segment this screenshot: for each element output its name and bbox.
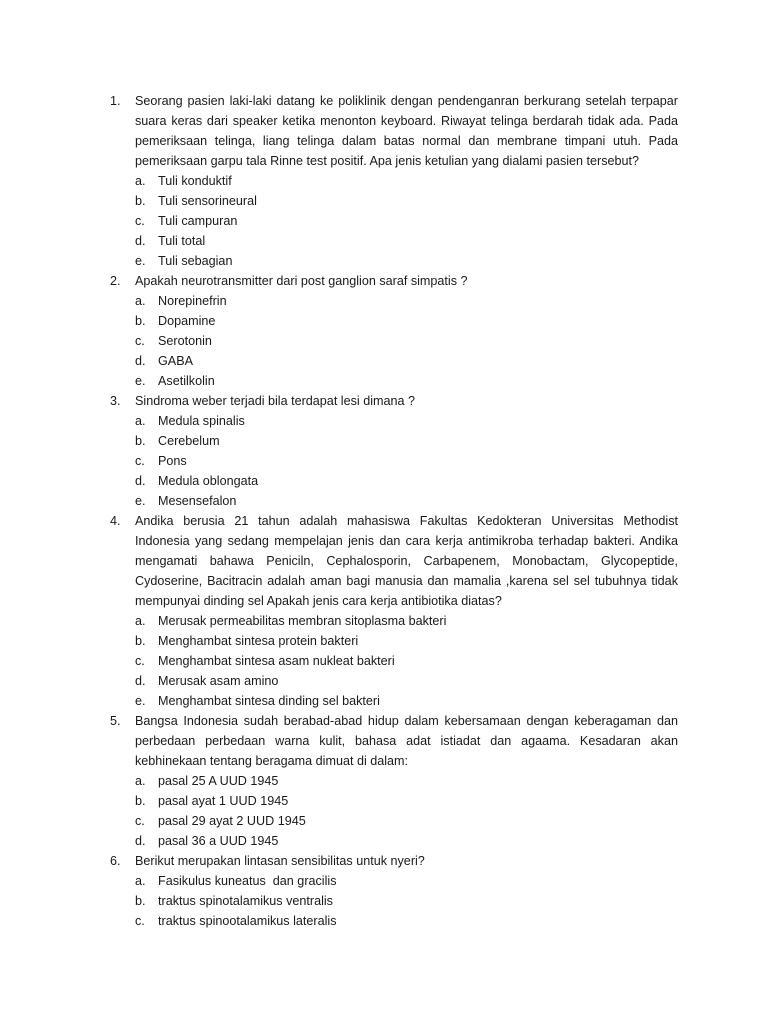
option-text: pasal 36 a UUD 1945 <box>158 834 279 848</box>
option-letter: a. <box>135 774 146 788</box>
question-number: 6. <box>110 854 121 868</box>
answer-option <box>110 811 678 831</box>
option-text: Medula spinalis <box>158 414 245 428</box>
question-number: 2. <box>110 274 121 288</box>
question-text: Andika berusia 21 tahun adalah mahasiswa Fakultas Kedokteran Universitas Methodist Indonesia yang sedang mempelajan jenis dan cara kerja antimikroba terhadap bakteri. Andika mengamati bahawa Peniciln, Cephalosporin, Carbapenem, Monobactam, Glycopeptide, Cydoserine, Bacitracin adalah aman bagi manusia dan mamalia ,karena sel sel tubuhnya tidak mempunyai dinding sel Apakah jenis cara kerja antibiotika diatas? <box>135 514 678 608</box>
option-text: Menghambat sintesa asam nukleat bakteri <box>158 654 395 668</box>
option-letter: e. <box>135 694 146 708</box>
option-text: pasal ayat 1 UUD 1945 <box>158 794 289 808</box>
option-letter: b. <box>135 314 146 328</box>
answer-option <box>110 491 678 511</box>
option-list <box>110 871 678 931</box>
question-list <box>110 91 678 931</box>
option-letter: a. <box>135 294 146 308</box>
answer-option <box>110 451 678 471</box>
question-item <box>110 391 678 511</box>
question-text: Bangsa Indonesia sudah berabad-abad hidup dalam kebersamaan dengan keberagaman dan perbedaan perbedaan warna kulit, bahasa adat istiadat dan agaama. Kesadaran akan kebhinekaan tentang beragama dimuat di dalam: <box>135 714 678 768</box>
option-text: Tuli campuran <box>158 214 238 228</box>
question-row <box>110 391 678 411</box>
answer-option <box>110 871 678 891</box>
option-text: Serotonin <box>158 334 212 348</box>
answer-option <box>110 671 678 691</box>
answer-option <box>110 251 678 271</box>
option-letter: d. <box>135 234 146 248</box>
answer-option <box>110 611 678 631</box>
question-row <box>110 511 678 611</box>
answer-option <box>110 791 678 811</box>
answer-option <box>110 191 678 211</box>
option-letter: a. <box>135 874 146 888</box>
option-letter: b. <box>135 894 146 908</box>
question-item <box>110 711 678 851</box>
question-item <box>110 91 678 271</box>
option-text: Medula oblongata <box>158 474 259 488</box>
answer-option <box>110 431 678 451</box>
option-text: traktus spinootalamikus lateralis <box>158 914 337 928</box>
option-letter: d. <box>135 474 146 488</box>
question-number: 1. <box>110 94 121 108</box>
option-letter: d. <box>135 674 146 688</box>
answer-option <box>110 891 678 911</box>
answer-option <box>110 231 678 251</box>
option-letter: b. <box>135 194 146 208</box>
question-row <box>110 711 678 771</box>
option-text: Tuli total <box>158 234 206 248</box>
option-letter: b. <box>135 794 146 808</box>
answer-option <box>110 371 678 391</box>
answer-option <box>110 291 678 311</box>
question-text: Sindroma weber terjadi bila terdapat lesi dimana ? <box>135 394 416 408</box>
option-text: pasal 29 ayat 2 UUD 1945 <box>158 814 306 828</box>
option-letter: c. <box>135 214 145 228</box>
answer-option <box>110 331 678 351</box>
option-letter: c. <box>135 814 145 828</box>
question-item <box>110 851 678 931</box>
option-letter: e. <box>135 374 146 388</box>
answer-option <box>110 911 678 931</box>
option-list <box>110 611 678 711</box>
option-text: Asetilkolin <box>158 374 215 388</box>
answer-option <box>110 691 678 711</box>
option-text: Pons <box>158 454 187 468</box>
question-number: 4. <box>110 514 121 528</box>
option-text: Dopamine <box>158 314 216 328</box>
option-text: pasal 25 A UUD 1945 <box>158 774 279 788</box>
question-item <box>110 271 678 391</box>
answer-option <box>110 171 678 191</box>
option-letter: b. <box>135 434 146 448</box>
option-text: Tuli konduktif <box>158 174 232 188</box>
answer-option <box>110 351 678 371</box>
option-text: Tuli sebagian <box>158 254 233 268</box>
answer-option <box>110 211 678 231</box>
answer-option <box>110 311 678 331</box>
option-letter: c. <box>135 454 145 468</box>
option-list <box>110 171 678 271</box>
option-text: traktus spinotalamikus ventralis <box>158 894 333 908</box>
question-item <box>110 511 678 711</box>
option-text: Menghambat sintesa protein bakteri <box>158 634 359 648</box>
option-letter: e. <box>135 494 146 508</box>
question-row <box>110 271 678 291</box>
option-letter: a. <box>135 174 146 188</box>
question-number: 3. <box>110 394 121 408</box>
answer-option <box>110 631 678 651</box>
option-letter: a. <box>135 414 146 428</box>
option-letter: c. <box>135 914 145 928</box>
option-text: Merusak asam amino <box>158 674 279 688</box>
option-letter: e. <box>135 254 146 268</box>
option-text: Cerebelum <box>158 434 220 448</box>
question-text: Berikut merupakan lintasan sensibilitas untuk nyeri? <box>135 854 425 868</box>
answer-option <box>110 411 678 431</box>
option-letter: c. <box>135 654 145 668</box>
option-text: Mesensefalon <box>158 494 237 508</box>
option-text: Fasikulus kuneatus dan gracilis <box>158 874 337 888</box>
answer-option <box>110 831 678 851</box>
option-list <box>110 771 678 851</box>
option-list <box>110 411 678 511</box>
question-row <box>110 91 678 171</box>
option-letter: c. <box>135 334 145 348</box>
answer-option <box>110 471 678 491</box>
question-text: Seorang pasien laki-laki datang ke poliklinik dengan pendenganran berkurang setelah terpapar suara keras dari speaker ketika menonton keyboard. Riwayat telinga berdarah tidak ada. Pada pemeriksaan telinga, liang telinga dalam batas normal dan membrane timpani utuh. Pada pemeriksaan garpu tala Rinne test positif. Apa jenis ketulian yang dialami pasien tersebut? <box>135 94 678 168</box>
option-letter: d. <box>135 834 146 848</box>
question-number: 5. <box>110 714 121 728</box>
option-letter: a. <box>135 614 146 628</box>
option-text: GABA <box>158 354 193 368</box>
option-text: Tuli sensorineural <box>158 194 257 208</box>
question-text: Apakah neurotransmitter dari post ganglion saraf simpatis ? <box>135 274 468 288</box>
option-list <box>110 291 678 391</box>
option-letter: b. <box>135 634 146 648</box>
option-text: Menghambat sintesa dinding sel bakteri <box>158 694 380 708</box>
question-row <box>110 851 678 871</box>
answer-option <box>110 771 678 791</box>
option-text: Merusak permeabilitas membran sitoplasma bakteri <box>158 614 447 628</box>
option-text: Norepinefrin <box>158 294 227 308</box>
option-letter: d. <box>135 354 146 368</box>
answer-option <box>110 651 678 671</box>
